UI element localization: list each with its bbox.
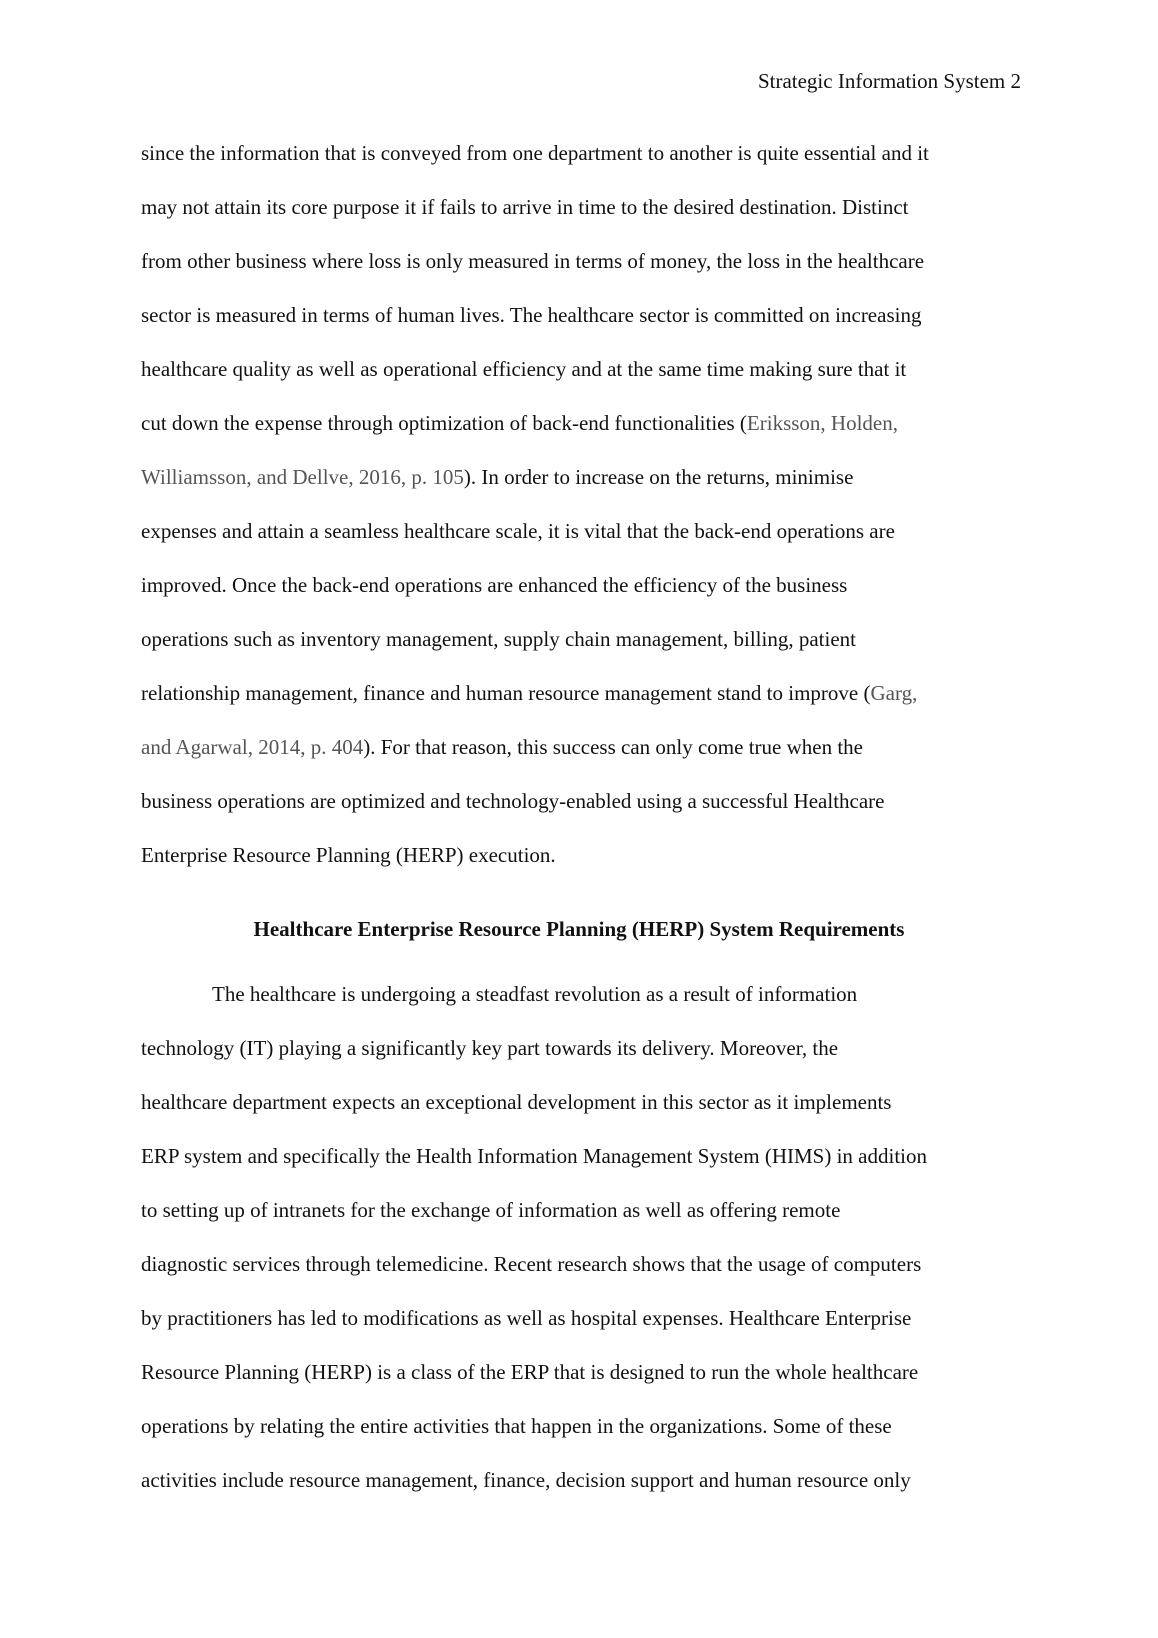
paragraph-1-line-12 bbox=[141, 732, 863, 762]
citation: Williamsson, and Dellve, 2016, p. 105 bbox=[141, 465, 464, 489]
citation: and Agarwal, 2014, p. 404 bbox=[141, 735, 364, 759]
paragraph-1-line-4: sector is measured in terms of human lives. The healthcare sector is committed on increasing bbox=[141, 303, 922, 327]
paragraph-2-line-5: to setting up of intranets for the exchange of information as well as offering remote bbox=[141, 1198, 841, 1222]
paragraph-1-line-7 bbox=[141, 462, 853, 492]
paragraph-2-line-8: Resource Planning (HERP) is a class of the ERP that is designed to run the whole healthcare bbox=[141, 1360, 919, 1384]
paragraph-2-line-9: operations by relating the entire activities that happen in the organizations. Some of these bbox=[141, 1414, 892, 1438]
paragraph-2-line-1: The healthcare is undergoing a steadfast revolution as a result of information bbox=[212, 982, 858, 1006]
paragraph-2-line-7: by practitioners has led to modifications as well as hospital expenses. Healthcare Enterprise bbox=[141, 1306, 912, 1330]
paragraph-2-line-6: diagnostic services through telemedicine. Recent research shows that the usage of computers bbox=[141, 1252, 922, 1276]
paragraph-2-line-2: technology (IT) playing a significantly key part towards its delivery. Moreover, the bbox=[141, 1036, 839, 1060]
text-run: cut down the expense through optimization of back-end functionalities ( bbox=[141, 411, 747, 435]
citation: Garg, bbox=[870, 681, 918, 705]
text-run: ). In order to increase on the returns, minimise bbox=[463, 465, 854, 489]
paragraph-2-line-4: ERP system and specifically the Health Information Management System (HIMS) in addition bbox=[141, 1144, 927, 1168]
section-heading: Healthcare Enterprise Resource Planning (HERP) System Requirements bbox=[253, 917, 905, 941]
paragraph-1-line-5: healthcare quality as well as operational efficiency and at the same time making sure that it bbox=[141, 357, 907, 381]
running-head: Strategic Information System 2 bbox=[757, 69, 1021, 93]
paragraph-1-line-8: expenses and attain a seamless healthcare scale, it is vital that the back-end operations are bbox=[141, 519, 895, 543]
paragraph-1-line-6 bbox=[141, 408, 898, 438]
text-run: relationship management, finance and human resource management stand to improve ( bbox=[141, 681, 871, 705]
paragraph-1-line-3: from other business where loss is only measured in terms of money, the loss in the healthcare bbox=[141, 249, 925, 273]
text-run: ). For that reason, this success can only come true when the bbox=[363, 735, 863, 759]
paragraph-1-line-10: operations such as inventory management, supply chain management, billing, patient bbox=[141, 627, 856, 651]
paragraph-1-line-2: may not attain its core purpose it if fails to arrive in time to the desired destination. Distinct bbox=[141, 195, 909, 219]
paragraph-1-line-11 bbox=[141, 678, 917, 708]
paragraph-1-line-9: improved. Once the back-end operations are enhanced the efficiency of the business bbox=[141, 573, 848, 597]
paragraph-1-line-14: Enterprise Resource Planning (HERP) execution. bbox=[141, 843, 556, 867]
paragraph-1-line-13: business operations are optimized and technology-enabled using a successful Healthcare bbox=[141, 789, 885, 813]
paragraph-2-line-3: healthcare department expects an exceptional development in this sector as it implements bbox=[141, 1090, 892, 1114]
paragraph-2-line-10: activities include resource management, finance, decision support and human resource only bbox=[141, 1468, 911, 1492]
paragraph-1-line-1: since the information that is conveyed from one department to another is quite essential and it bbox=[141, 141, 929, 165]
citation: Eriksson, Holden, bbox=[746, 411, 898, 435]
